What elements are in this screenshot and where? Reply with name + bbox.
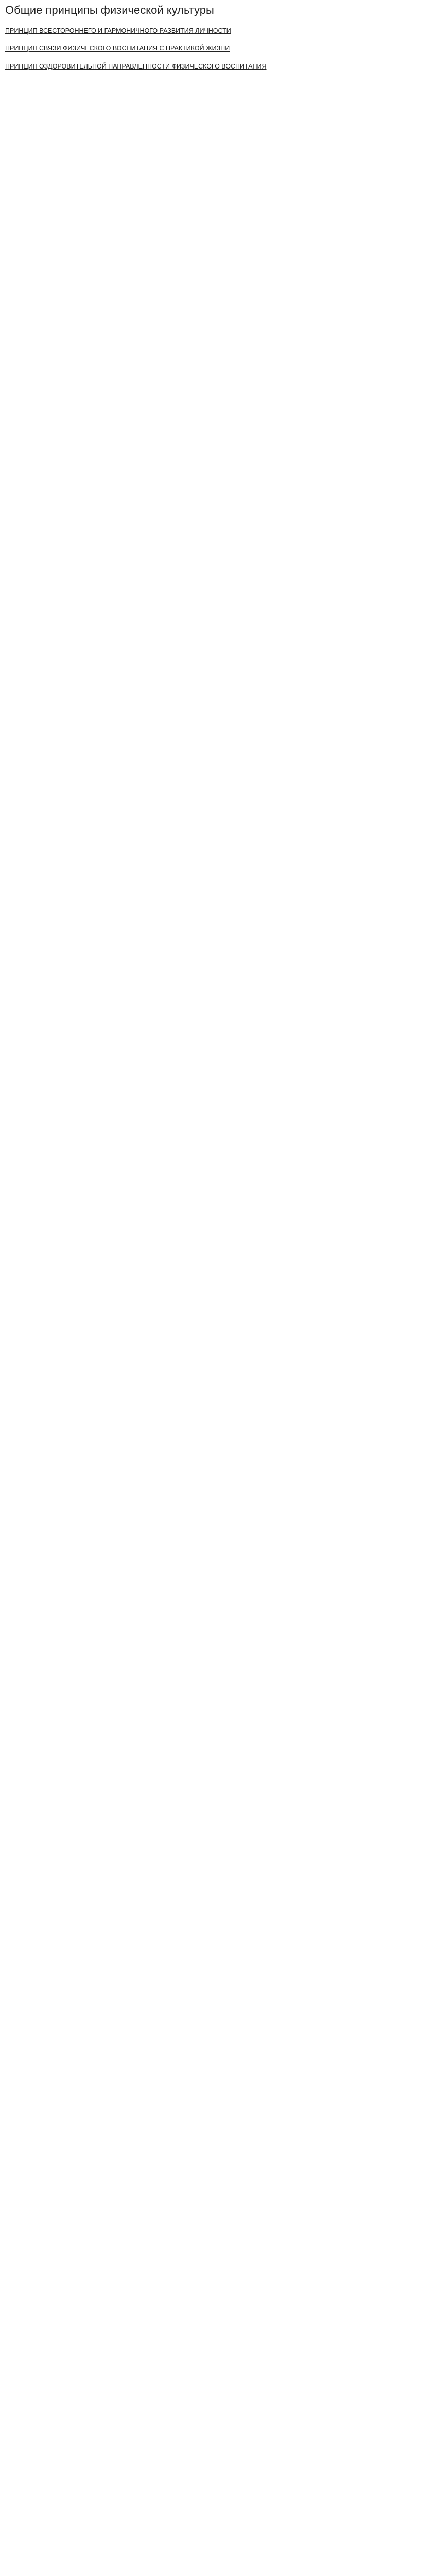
section-2 [5, 44, 431, 53]
section-heading: ПРИНЦИП ОЗДОРОВИТЕЛЬНОЙ НАПРАВЛЕННОСТИ ФИЗИЧЕСКОГО ВОСПИТАНИЯ [5, 63, 267, 71]
section-3 [5, 62, 431, 71]
section-heading: ПРИНЦИП ВСЕСТОРОННЕГО И ГАРМОНИЧНОГО РАЗВИТИЯ ЛИЧНОСТИ [5, 27, 231, 35]
document-body [5, 27, 431, 72]
section-heading: ПРИНЦИП СВЯЗИ ФИЗИЧЕСКОГО ВОСПИТАНИЯ С ПРАКТИКОЙ ЖИЗНИ [5, 45, 230, 53]
document-page [0, 0, 436, 91]
section-1 [5, 27, 431, 36]
page-title: Общие принципы физической культуры [5, 4, 214, 16]
